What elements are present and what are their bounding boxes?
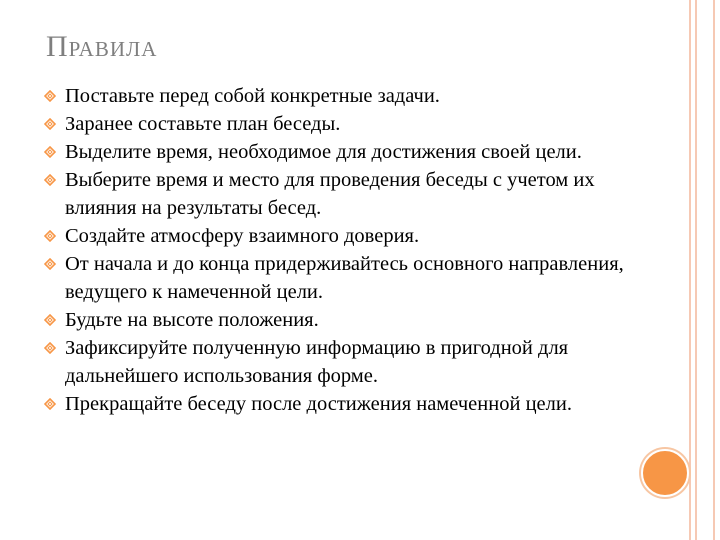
diamond-bullet-icon (44, 146, 56, 158)
diamond-bullet-icon (44, 342, 56, 354)
list-item (44, 110, 634, 138)
list-item (44, 222, 634, 250)
rule-text: Зафиксируйте полученную информацию в пригодной для дальнейшего использования форме. (65, 337, 569, 387)
decorative-circle (641, 449, 689, 497)
rule-text: Создайте атмосферу взаимного доверия. (65, 225, 420, 247)
diamond-bullet-icon (44, 314, 56, 326)
list-item (44, 250, 634, 306)
rule-text: Прекращайте беседу после достижения намеченной цели. (65, 393, 572, 415)
border-line (695, 0, 697, 540)
border-line (713, 0, 715, 540)
rule-text: Будьте на высоте положения. (65, 309, 319, 331)
rule-text: Выберите время и место для проведения беседы с учетом их влияния на результаты бесед. (65, 169, 595, 219)
rule-text: Поставьте перед собой конкретные задачи. (65, 85, 440, 107)
diamond-bullet-icon (44, 118, 56, 130)
rule-text: Выделите время, необходимое для достижения своей цели. (65, 141, 582, 163)
border-line (689, 0, 691, 540)
list-item (44, 390, 634, 418)
list-item (44, 138, 634, 166)
diamond-bullet-icon (44, 90, 56, 102)
diamond-bullet-icon (44, 258, 56, 270)
title-first-letter: П (46, 30, 69, 63)
list-item (44, 306, 634, 334)
slide-title (46, 30, 157, 64)
title-rest: РАВИЛА (68, 37, 158, 61)
diamond-bullet-icon (44, 398, 56, 410)
rule-text: От начала и до конца придерживайтесь основного направления, ведущего к намеченной цели. (65, 253, 624, 303)
diamond-bullet-icon (44, 174, 56, 186)
list-item (44, 166, 634, 222)
rules-list (44, 82, 634, 418)
rule-text: Заранее составьте план беседы. (65, 113, 341, 135)
diamond-bullet-icon (44, 230, 56, 242)
list-item (44, 334, 634, 390)
list-item (44, 82, 634, 110)
